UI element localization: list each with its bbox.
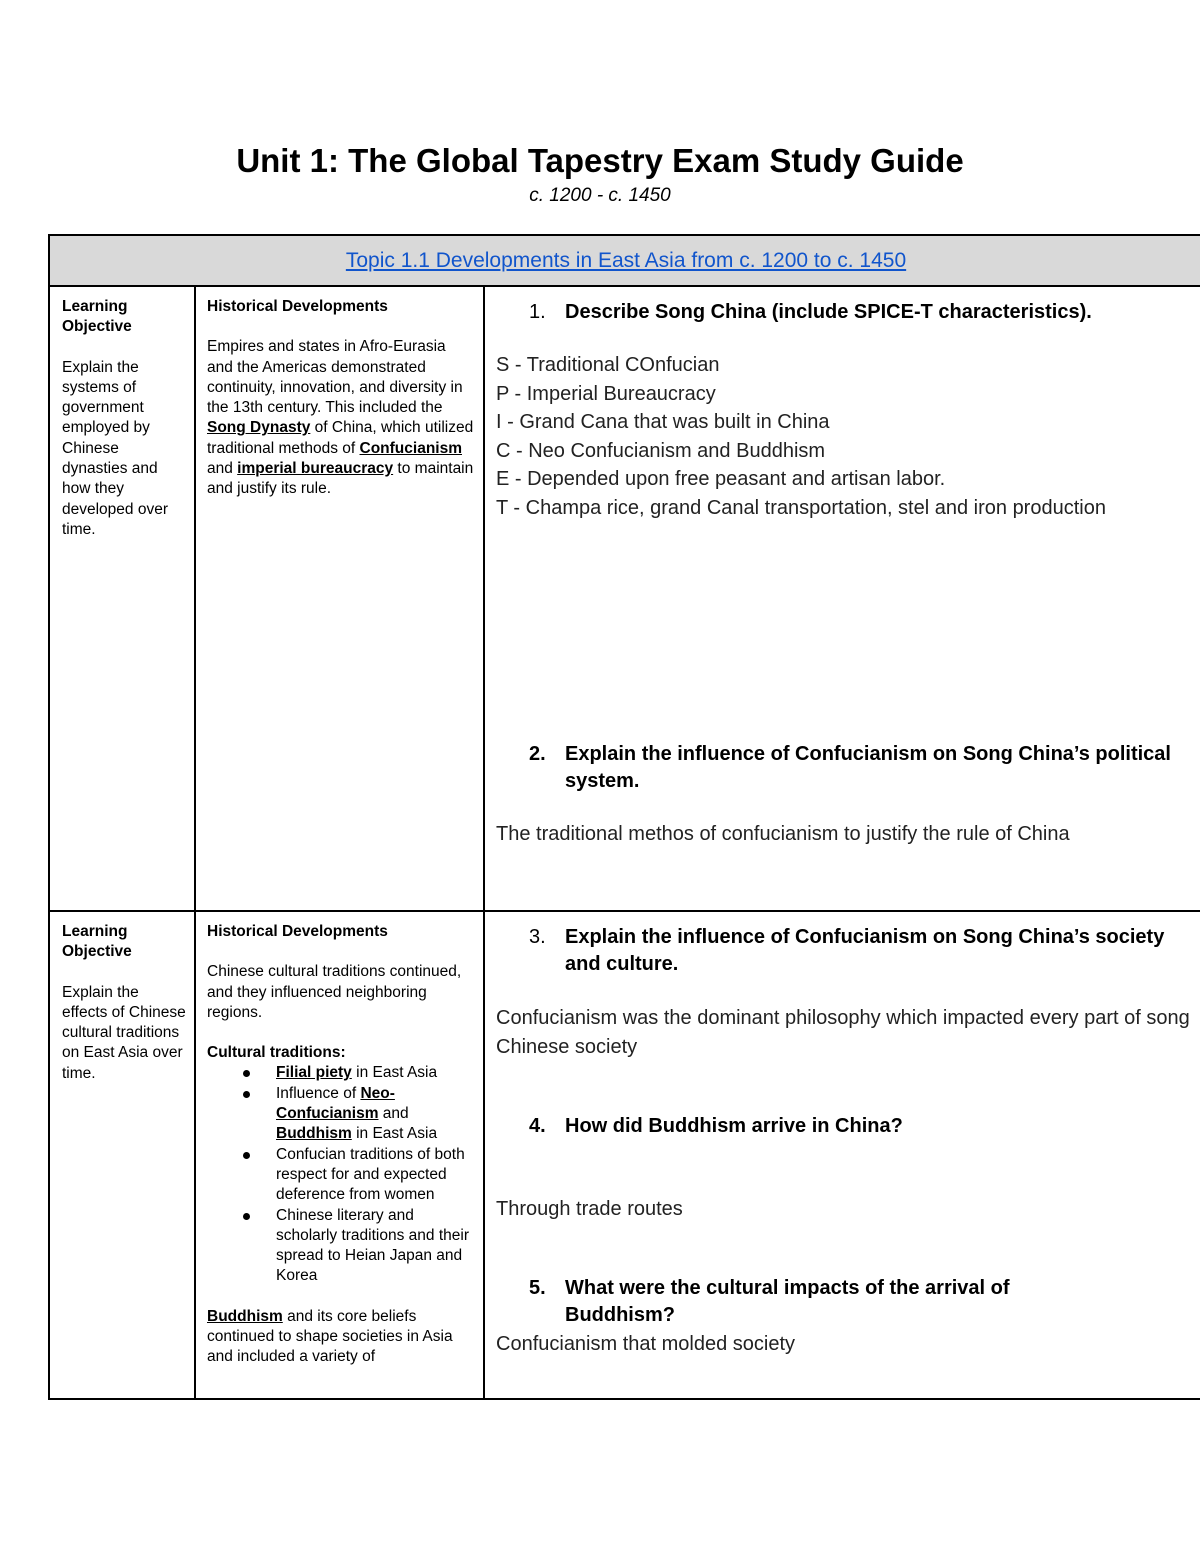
bullet-icon — [243, 1091, 250, 1098]
answer-line: P - Imperial Bureaucracy — [496, 382, 716, 405]
question-text: How did Buddhism arrive in China? — [565, 1115, 903, 1137]
learning-objective-heading: Learning Objective — [62, 298, 132, 336]
question-number: 4. — [529, 1115, 546, 1137]
learning-objective-text: Explain the systems of government employed by Chinese dynasties and how they developed over time. — [62, 358, 168, 538]
historical-developments-heading: Historical Developments — [207, 923, 388, 940]
answer-5: Confucianism that molded society — [496, 1333, 796, 1355]
list-item — [206, 1206, 475, 1287]
historical-developments-cell — [196, 287, 485, 910]
question-number: 3. — [529, 926, 546, 948]
answer-line: I - Grand Cana that was built in China — [496, 411, 830, 433]
bullet-icon — [243, 1070, 250, 1077]
key-term-imperial-bureaucracy: imperial bureaucracy — [237, 460, 394, 478]
topic-link[interactable]: Topic 1.1 Developments in East Asia from c. 1200 to c. 1450 — [345, 249, 907, 272]
answer-line: E - Depended upon free peasant and artisan labor. — [496, 468, 946, 490]
text-segment: in East Asia — [351, 1064, 438, 1082]
historical-developments-text: Chinese cultural traditions continued, and they influenced neighboring regions. — [207, 963, 462, 1021]
key-term-buddhism: Buddhism — [276, 1125, 352, 1143]
answer-3: Confucianism was the dominant philosophy which impacted every part of song Chinese society — [496, 1007, 1190, 1058]
question-text: Explain the influence of Confucianism on Song China’s society and culture. — [565, 926, 1165, 975]
question-number: 1. — [529, 301, 546, 323]
text-segment: and — [207, 460, 238, 478]
questions-cell — [485, 287, 1200, 910]
bullet-icon — [243, 1213, 250, 1220]
text-segment: and — [378, 1105, 409, 1123]
historical-developments-cell — [196, 912, 485, 1398]
text-segment: to maintain and justify its rule. — [207, 460, 474, 498]
answer-4: Through trade routes — [496, 1198, 683, 1220]
answer-1 — [496, 351, 1106, 522]
answer-line: S - Traditional COnfucian — [496, 354, 720, 376]
questions-cell — [485, 912, 1200, 1398]
key-term-neo-confucianism: Neo-Confucianism — [276, 1084, 395, 1123]
question-text: What were the cultural impacts of the arrival of Buddhism? — [565, 1277, 1010, 1326]
learning-objective-text: Explain the effects of Chinese cultural traditions on East Asia over time. — [62, 983, 186, 1082]
key-term-song-dynasty: Song Dynasty — [207, 419, 311, 437]
study-guide-table — [48, 234, 1200, 1400]
table-row — [50, 912, 1200, 1398]
cultural-traditions-heading: Cultural traditions: — [207, 1044, 346, 1062]
answer-2: The traditional methos of confucianism to justify the rule of China — [496, 823, 1070, 845]
list-item — [206, 1084, 475, 1145]
key-term-filial-piety: Filial piety — [276, 1064, 352, 1082]
cultural-traditions-list — [206, 1063, 475, 1286]
document-title: Unit 1: The Global Tapestry Exam Study Guide — [236, 142, 964, 179]
historical-developments-heading: Historical Developments — [207, 298, 388, 315]
key-term-confucianism: Confucianism — [359, 439, 462, 457]
learning-objective-cell — [50, 287, 196, 910]
key-term-buddhism: Buddhism — [207, 1307, 283, 1325]
text-segment: of China, which utilized traditional methods of — [207, 419, 474, 457]
document-subtitle: c. 1200 - c. 1450 — [529, 185, 671, 206]
text-segment: and its core beliefs continued to shape societies in Asia and included a variety of — [207, 1307, 453, 1366]
question-text: Explain the influence of Confucianism on Song China’s political system. — [565, 743, 1171, 792]
list-item — [206, 1063, 475, 1083]
topic-header-row — [50, 236, 1200, 287]
learning-objective-heading: Learning Objective — [62, 923, 132, 961]
text-segment: in East Asia — [351, 1125, 438, 1143]
question-text: Describe Song China (include SPICE-T characteristics). — [565, 301, 1092, 323]
question-number: 2. — [529, 743, 546, 765]
bullet-icon — [243, 1152, 250, 1159]
learning-objective-cell — [50, 912, 196, 1398]
text-segment: Confucian traditions of both respect for and expected deference from women — [276, 1145, 465, 1204]
text-segment: Empires and states in Afro-Eurasia and the Americas demonstrated continuity, innovation, and diversity in the 13th century. This included the — [207, 338, 463, 417]
buddhism-paragraph — [207, 1307, 475, 1368]
text-segment: Influence of — [276, 1084, 361, 1102]
question-number: 5. — [529, 1277, 546, 1299]
table-row — [50, 287, 1200, 912]
text-segment: Chinese literary and scholarly traditions and their spread to Heian Japan and Korea — [276, 1206, 469, 1285]
list-item — [206, 1145, 475, 1206]
historical-developments-text — [207, 337, 475, 499]
answer-line: C - Neo Confucianism and Buddhism — [496, 439, 826, 462]
answer-line: T - Champa rice, grand Canal transportation, stel and iron production — [496, 496, 1106, 519]
document-header — [0, 140, 1200, 208]
